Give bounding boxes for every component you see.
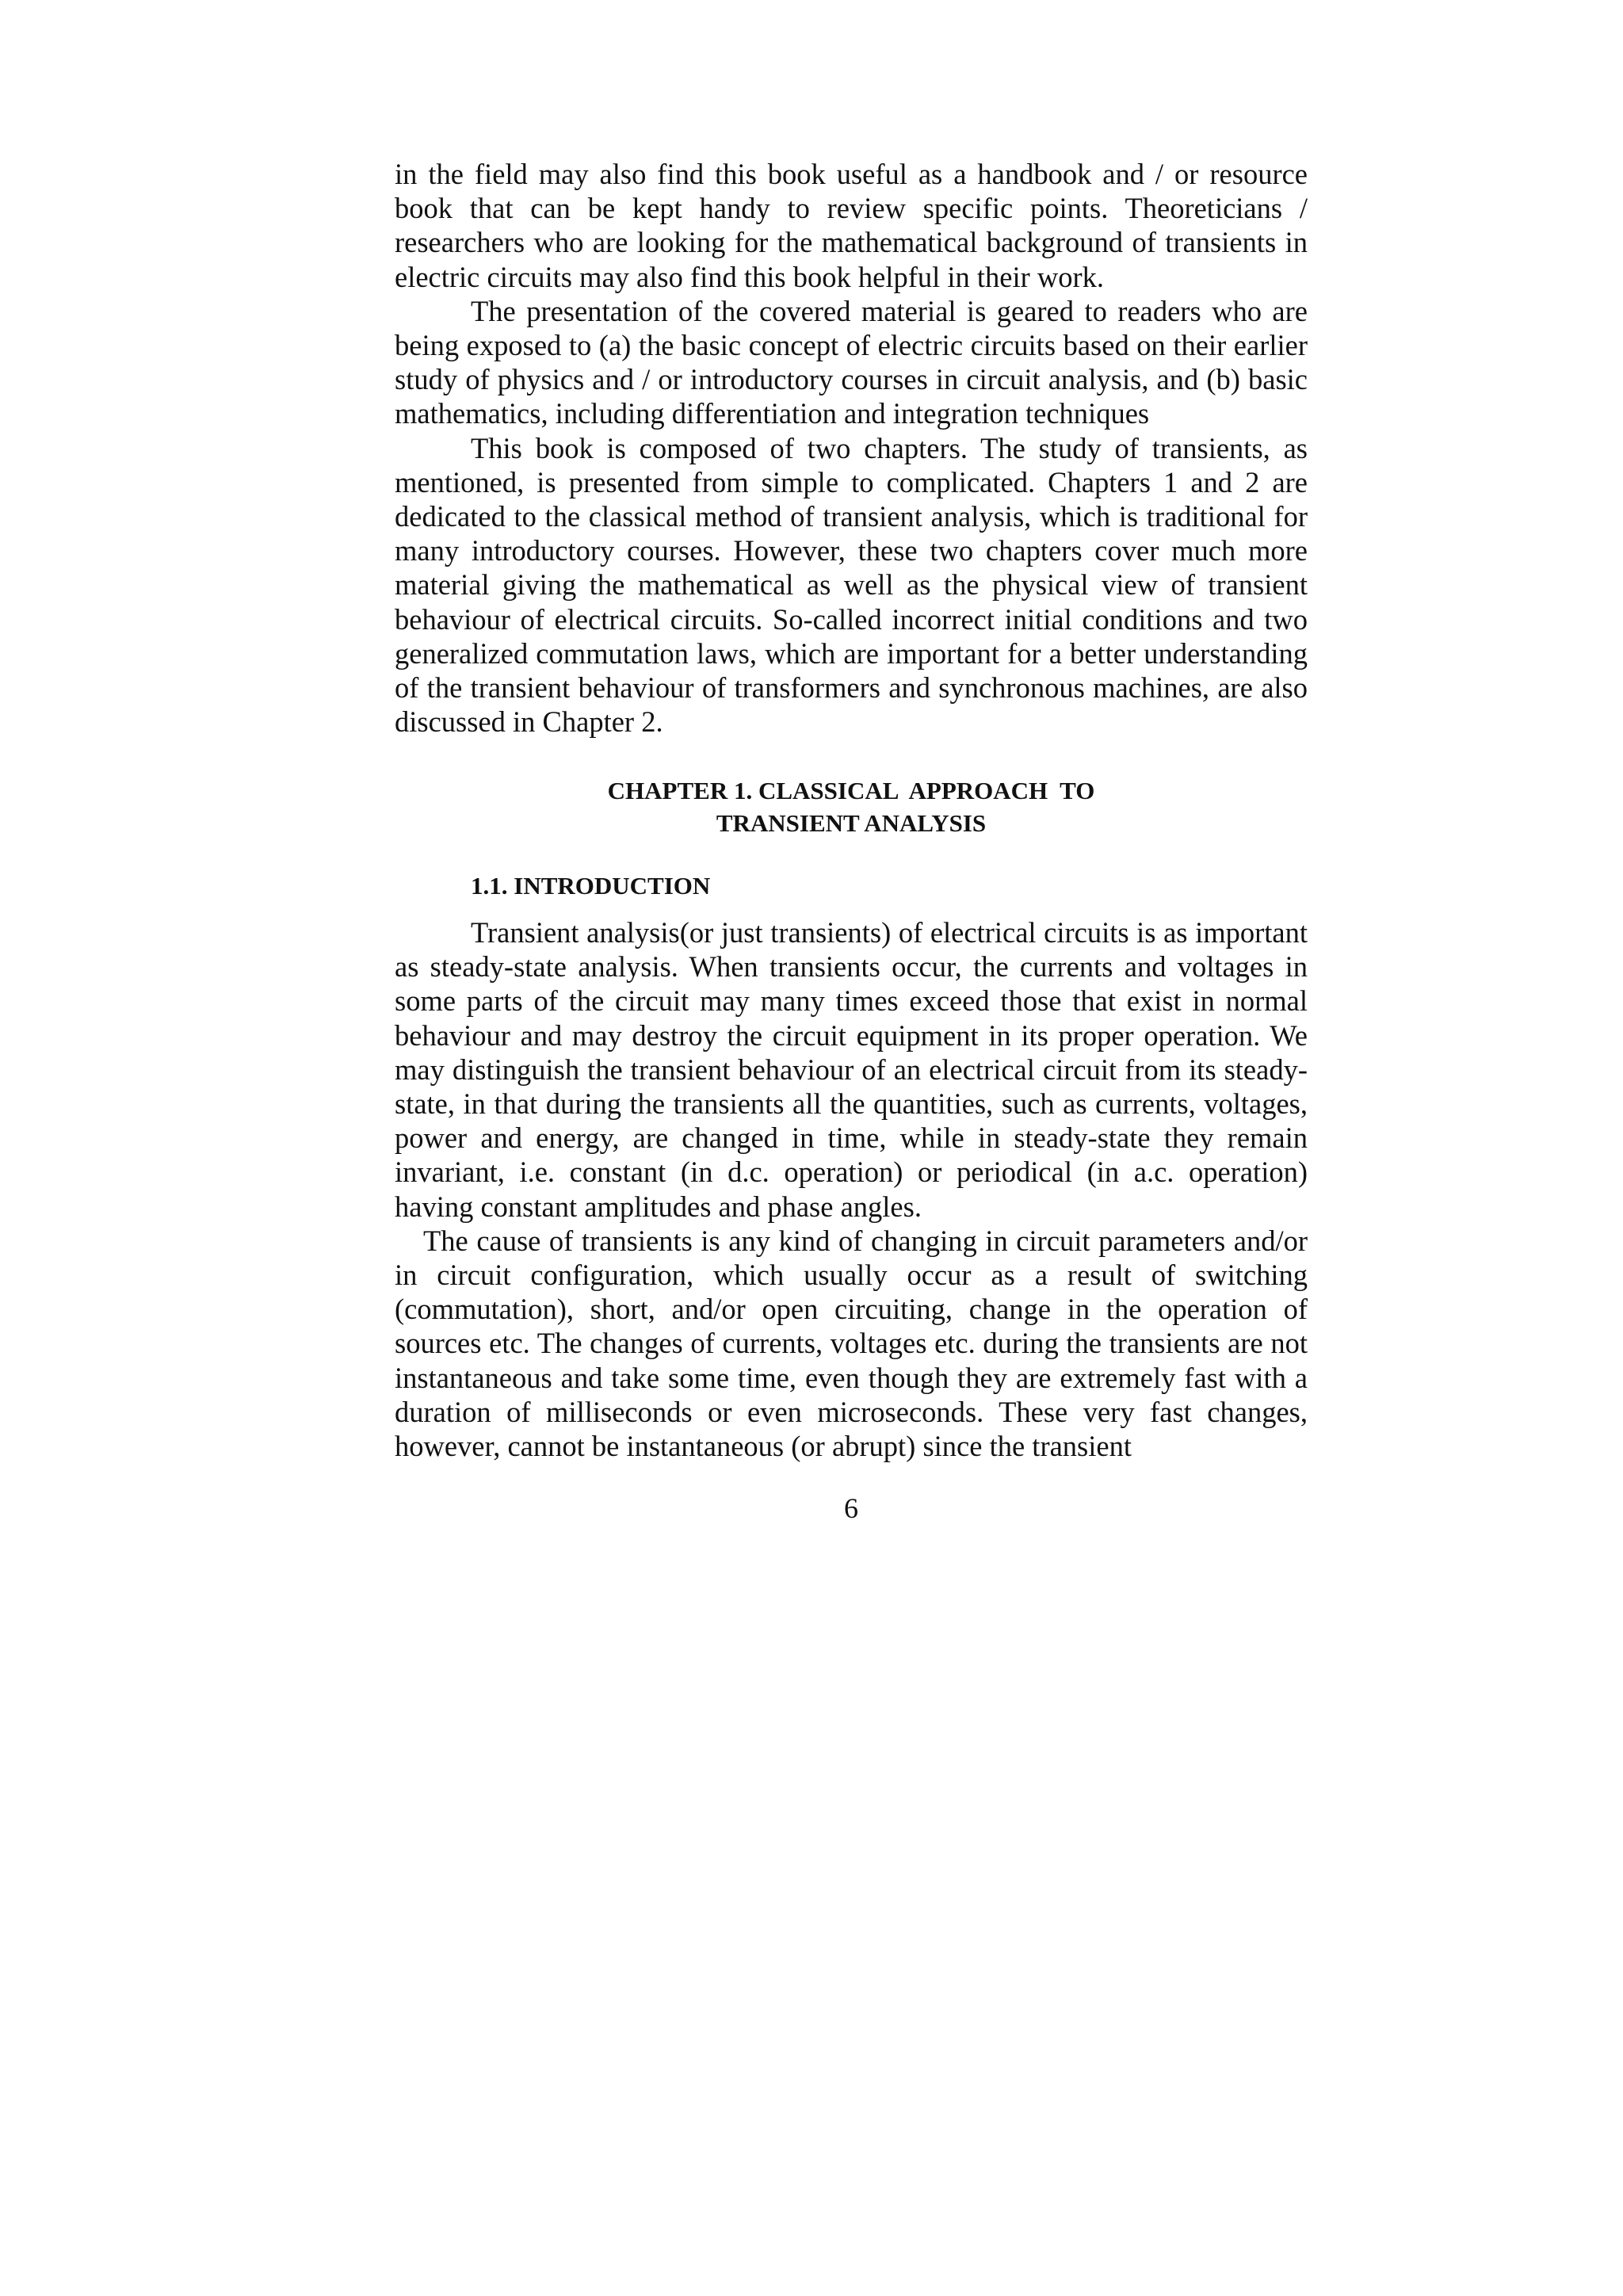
intro-paragraph-2: The presentation of the covered material is geared to readers who are being exposed to (a) the basic concept of electric circuits based on their earlier study of physics and / or introductory courses in circuit analysis, and (b) basic mathematics, including differentiation and integration techniques (395, 294, 1308, 430)
intro-paragraph-3: This book is composed of two chapters. The study of transients, as mentioned, is presented from simple to complicated. Chapters 1 and 2 are dedicated to the classical method of transient analysis, which is traditional for many introductory courses. However, these two chapters cover much more material giving the mathematical as well as the physical view of transient behaviour of electrical circuits. So-called incorrect initial conditions and two generalized commutation laws, which are important for a better understanding of the transient behaviour of transformers and synchronous machines, are also discussed in Chapter 2. (395, 431, 1308, 739)
section-paragraph-1: Transient analysis(or just transients) of electrical circuits is as important as steady-state analysis. When transients occur, the currents and voltages in some parts of the circuit may many times exceed those that exist in normal behaviour and may destroy the circuit equipment in its proper operation. We may distinguish the transient behaviour of an electrical circuit from its steady-state, in that during the transients all the quantities, such as currents, voltages, power and energy, are changed in time, while in steady-state they remain invariant, i.e. constant (in d.c. operation) or periodical (in a.c. operation) having constant amplitudes and phase angles. (395, 916, 1308, 1223)
section-title: 1.1. INTRODUCTION (471, 872, 711, 900)
chapter-title (395, 774, 1308, 839)
page-number: 6 (844, 1492, 858, 1524)
intro-text-block (395, 157, 1308, 739)
section-paragraph-2: The cause of transients is any kind of changing in circuit parameters and/or in circuit configuration, which usually occur as a result of switching (commutation), short, and/or open circuiting, change in the operation of sources etc. The changes of currents, voltages etc. during the transients are not instantaneous and take some time, even though they are extremely fast with a duration of milliseconds or even microseconds. These very fast changes, however, cannot be instantaneous (or abrupt) since the transient (395, 1224, 1308, 1463)
chapter-title-line-2: TRANSIENT ANALYSIS (716, 809, 987, 837)
section-text-block (395, 915, 1308, 1463)
intro-paragraph-1: in the field may also find this book useful as a handbook and / or resource book that can be kept handy to review specific points. Theoreticians / researchers who are looking for the mathematical background of transients in electric circuits may also find this book helpful in their work. (395, 158, 1308, 293)
chapter-title-line-1: CHAPTER 1. CLASSICAL APPROACH TO (607, 777, 1095, 804)
